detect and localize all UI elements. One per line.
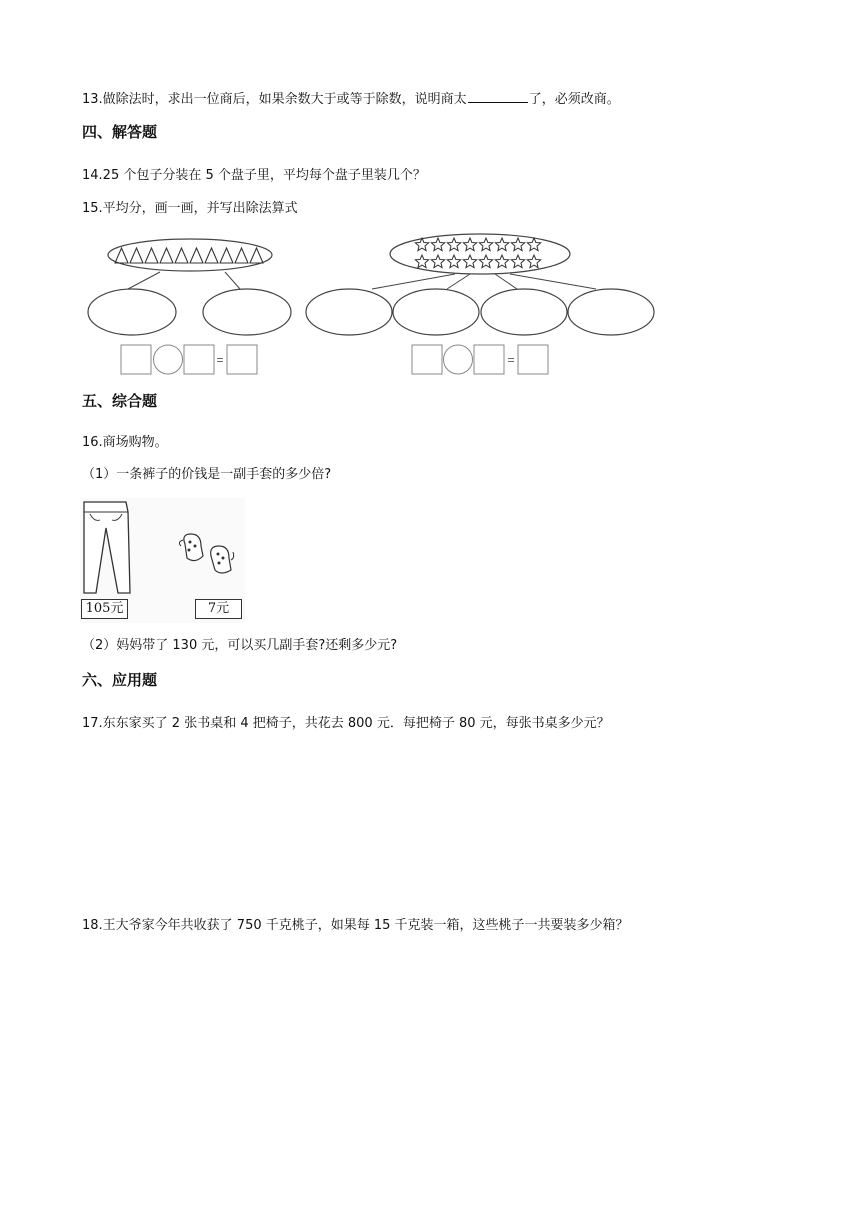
triangle-group [88, 239, 291, 374]
star-shape [527, 255, 540, 268]
question-15: 15.平均分，画一画，并写出除法算式 [82, 201, 298, 216]
question-16: 16.商场购物。 [82, 435, 168, 450]
star-shape [511, 255, 524, 268]
question-13 [82, 90, 620, 109]
shopping-illustration [80, 498, 245, 623]
question-13-text-end: 了，必须改商。 [528, 92, 620, 107]
star-group [306, 234, 654, 374]
question-18: 18.王大爷家今年共收获了 750 千克桃子，如果每 15 千克装一箱，这些桃子一共要装多少箱？ [82, 918, 629, 933]
star-shape [447, 255, 460, 268]
star-shape [431, 238, 444, 251]
division-diagram [0, 232, 860, 382]
triangle-shape [160, 248, 173, 263]
triangle-shape [190, 248, 203, 263]
question-13-text: 13.做除法时，求出一位商后，如果余数大于或等于除数，说明商太 [82, 92, 467, 107]
plate-left-1[interactable] [88, 289, 176, 335]
section-heading-6: 六、应用题 [82, 671, 158, 689]
question-16-part-1: （1）一条裤子的价钱是一副手套的多少倍? [82, 467, 332, 482]
operator-circle[interactable] [154, 345, 183, 374]
triangle-shape [250, 248, 263, 263]
triangle-shape [220, 248, 233, 263]
plate-right-2[interactable] [393, 289, 479, 335]
star-shape [431, 255, 444, 268]
plate-right-1[interactable] [306, 289, 392, 335]
question-14: 14.25 个包子分装在 5 个盘子里，平均每个盘子里装几个？ [82, 168, 426, 183]
star-shape [495, 238, 508, 251]
star-shape [447, 238, 460, 251]
star-shape [415, 255, 428, 268]
gloves-icon [175, 530, 255, 590]
answer-box[interactable] [121, 345, 151, 374]
answer-box[interactable] [412, 345, 442, 374]
star-shape [463, 255, 476, 268]
star-shape [463, 238, 476, 251]
triangle-shape [130, 248, 143, 263]
section-heading-4: 四、解答题 [82, 123, 158, 141]
triangle-shape [145, 248, 158, 263]
answer-blank[interactable] [468, 90, 528, 103]
answer-box[interactable] [518, 345, 548, 374]
plate-right-4[interactable] [568, 289, 654, 335]
answer-box[interactable] [227, 345, 257, 374]
triangle-shape [115, 248, 128, 263]
section-heading-5: 五、综合题 [82, 392, 158, 410]
star-shape [495, 255, 508, 268]
star-shape [511, 238, 524, 251]
equals-sign: = [507, 353, 515, 367]
star-shape [527, 238, 540, 251]
answer-box[interactable] [184, 345, 214, 374]
star-shape [479, 255, 492, 268]
answer-box[interactable] [474, 345, 504, 374]
pants-price-tag: 105元 [81, 599, 128, 619]
triangle-shape [235, 248, 248, 263]
triangle-shape [205, 248, 218, 263]
equals-sign: = [216, 353, 224, 367]
plate-right-3[interactable] [481, 289, 567, 335]
question-16-part-2: （2）妈妈带了 130 元，可以买几副手套?还剩多少元? [82, 638, 398, 653]
triangle-shape [175, 248, 188, 263]
plate-left-2[interactable] [203, 289, 291, 335]
question-17: 17.东东家买了 2 张书桌和 4 把椅子，共花去 800 元．每把椅子 80 元，每张书桌多少元？ [82, 716, 610, 731]
operator-circle[interactable] [444, 345, 473, 374]
gloves-price-tag: 7元 [195, 599, 242, 619]
star-shape [479, 238, 492, 251]
